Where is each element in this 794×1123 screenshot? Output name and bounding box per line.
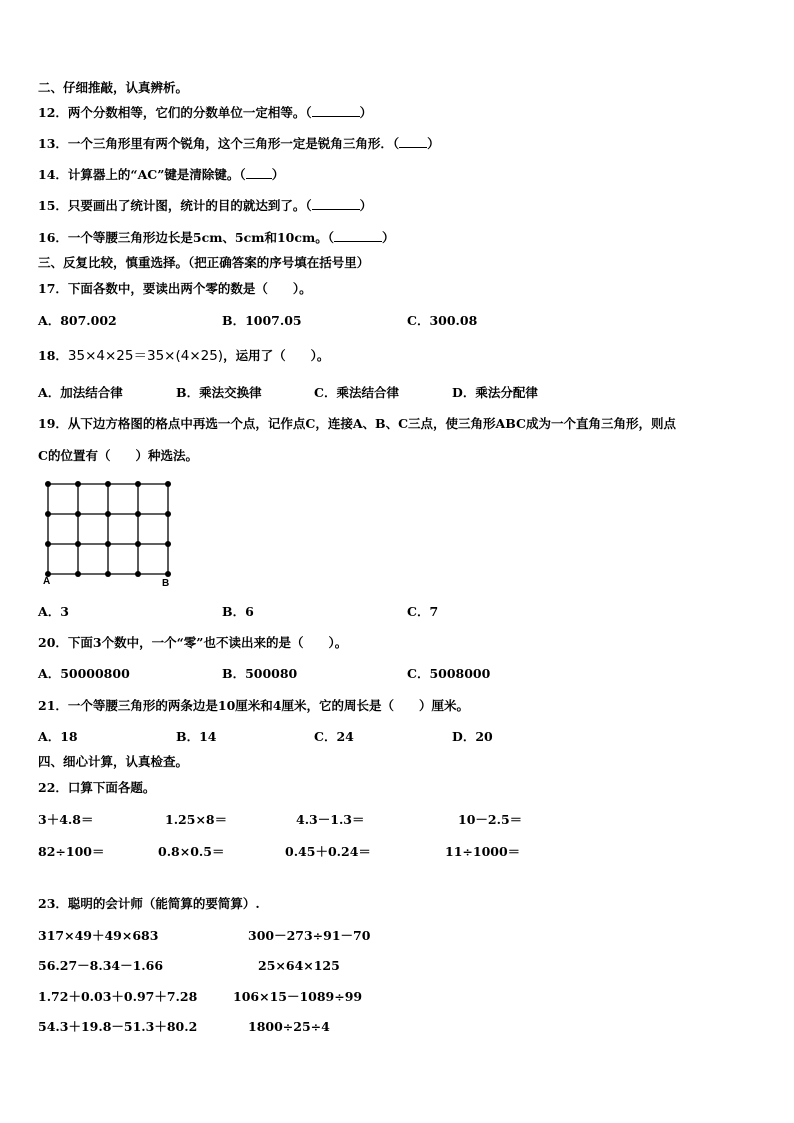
close-paren: ） <box>427 136 440 151</box>
option-20-b[interactable]: B．500080 <box>222 666 298 681</box>
grid-point[interactable] <box>135 481 141 487</box>
lattice-grid-svg <box>38 478 178 590</box>
point-b-label: B <box>162 578 170 589</box>
calc-item: 1.72＋0.03＋0.97＋7.28 <box>38 989 198 1004</box>
oral-calc-item: 0.8×0.5＝ <box>158 844 225 859</box>
question-19-line-2: C的位置有（ ）种选法。 <box>38 448 198 463</box>
grid-point[interactable] <box>135 571 141 577</box>
oral-calc-item: 10－2.5＝ <box>458 812 523 827</box>
option-21-d[interactable]: D．20 <box>452 729 493 744</box>
calc-item: 54.3＋19.8－51.3＋80.2 <box>38 1019 198 1034</box>
option-18-c[interactable]: C．乘法结合律 <box>314 385 399 400</box>
point-a-label: A <box>43 576 51 587</box>
option-18-a[interactable]: A．加法结合律 <box>38 385 123 400</box>
grid-point[interactable] <box>45 511 51 517</box>
close-paren: ） <box>271 167 285 182</box>
close-paren: ） <box>359 105 373 120</box>
close-paren: ） <box>359 198 373 213</box>
question-19-line-1: 19．从下边方格图的格点中再选一个点，记作点C，连接A、B、C三点，使三角形ABC成为一个直角三角形，则点 <box>38 416 677 431</box>
question-22: 22．口算下面各题。 <box>38 780 156 795</box>
option-19-a[interactable]: A．3 <box>38 604 69 619</box>
option-18-b[interactable]: B．乘法交换律 <box>176 385 262 400</box>
lattice-grid <box>38 478 178 590</box>
question-17: 17．下面各数中，要读出两个零的数是（ ）。 <box>38 281 312 296</box>
grid-point[interactable] <box>75 511 81 517</box>
question-12 <box>38 105 372 121</box>
question-18-text: ，运用了（ ）。 <box>223 348 330 363</box>
section-title-3: 三、反复比较，慎重选择。（把正确答案的序号填在括号里） <box>38 255 370 270</box>
question-20: 20．下面3个数中，一个“零”也不读出来的是（ ）。 <box>38 635 348 650</box>
oral-calc-item: 0.45＋0.24＝ <box>285 844 371 859</box>
option-19-c[interactable]: C．7 <box>407 604 439 619</box>
question-18-number: 18． <box>38 348 68 363</box>
oral-calc-item: 1.25×8＝ <box>165 812 228 827</box>
option-17-a[interactable]: A．807.002 <box>38 313 117 328</box>
calc-item: 25×64×125 <box>258 958 340 973</box>
grid-point[interactable] <box>165 481 171 487</box>
question-21: 21．一个等腰三角形的两条边是10厘米和4厘米，它的周长是（ ）厘米。 <box>38 698 469 713</box>
option-21-a[interactable]: A．18 <box>38 729 78 744</box>
option-17-c[interactable]: C．300.08 <box>407 313 478 328</box>
oral-calc-item: 4.3－1.3＝ <box>296 812 365 827</box>
option-17-b[interactable]: B．1007.05 <box>222 313 302 328</box>
grid-point[interactable] <box>165 541 171 547</box>
question-16-text: 16．一个等腰三角形边长是5cm、5cm和10cm。（ <box>38 230 334 245</box>
question-13 <box>38 136 440 152</box>
calc-item: 56.27－8.34－1.66 <box>38 958 164 973</box>
calc-item: 1800÷25÷4 <box>248 1019 330 1034</box>
grid-point[interactable] <box>165 511 171 517</box>
grid-point[interactable] <box>105 481 111 487</box>
option-20-c[interactable]: C．5008000 <box>407 666 491 681</box>
question-15-text: 15．只要画出了统计图，统计的目的就达到了。（ <box>38 198 312 213</box>
grid-point[interactable] <box>105 511 111 517</box>
question-14 <box>38 167 284 183</box>
question-15 <box>38 198 372 214</box>
math-expression: 35×4×25＝35×(4×25) <box>67 348 224 364</box>
question-13-text: 13．一个三角形里有两个锐角，这个三角形一定是锐角三角形．（ <box>38 136 400 151</box>
question-18 <box>38 348 329 364</box>
question-16 <box>38 230 394 246</box>
question-23: 23．聪明的会计师（能简算的要简算）. <box>38 896 260 911</box>
option-18-d[interactable]: D．乘法分配律 <box>452 385 538 400</box>
grid-point[interactable] <box>135 541 141 547</box>
calc-item: 300－273÷91－70 <box>248 928 371 943</box>
calc-item: 317×49＋49×683 <box>38 928 159 943</box>
grid-point[interactable] <box>45 481 51 487</box>
oral-calc-item: 3＋4.8＝ <box>38 812 94 827</box>
section-title-4: 四、细心计算，认真检查。 <box>38 754 189 769</box>
close-paren: ） <box>381 230 395 245</box>
answer-blank-13[interactable] <box>399 136 427 148</box>
oral-calc-item: 82÷100＝ <box>38 844 105 859</box>
question-12-text: 12．两个分数相等，它们的分数单位一定相等。（ <box>38 105 312 120</box>
grid-point[interactable] <box>75 571 81 577</box>
grid-point[interactable] <box>75 541 81 547</box>
answer-blank-15[interactable] <box>312 198 360 210</box>
option-21-b[interactable]: B．14 <box>176 729 217 744</box>
calc-item: 106×15－1089÷99 <box>233 989 363 1004</box>
grid-point[interactable] <box>165 571 171 577</box>
grid-point[interactable] <box>105 571 111 577</box>
option-20-a[interactable]: A．50000800 <box>38 666 130 681</box>
grid-point[interactable] <box>45 541 51 547</box>
question-14-text: 14．计算器上的“AC”键是清除键。（ <box>38 167 246 182</box>
oral-calc-item: 11÷1000＝ <box>445 844 521 859</box>
section-title-2: 二、仔细推敲，认真辨析。 <box>38 80 189 95</box>
answer-blank-16[interactable] <box>334 230 382 242</box>
answer-blank-14[interactable] <box>246 167 272 179</box>
option-21-c[interactable]: C．24 <box>314 729 354 744</box>
option-19-b[interactable]: B．6 <box>222 604 254 619</box>
grid-point[interactable] <box>135 511 141 517</box>
answer-blank-12[interactable] <box>312 105 360 117</box>
grid-point[interactable] <box>105 541 111 547</box>
grid-point[interactable] <box>75 481 81 487</box>
grid-lines <box>48 484 168 574</box>
